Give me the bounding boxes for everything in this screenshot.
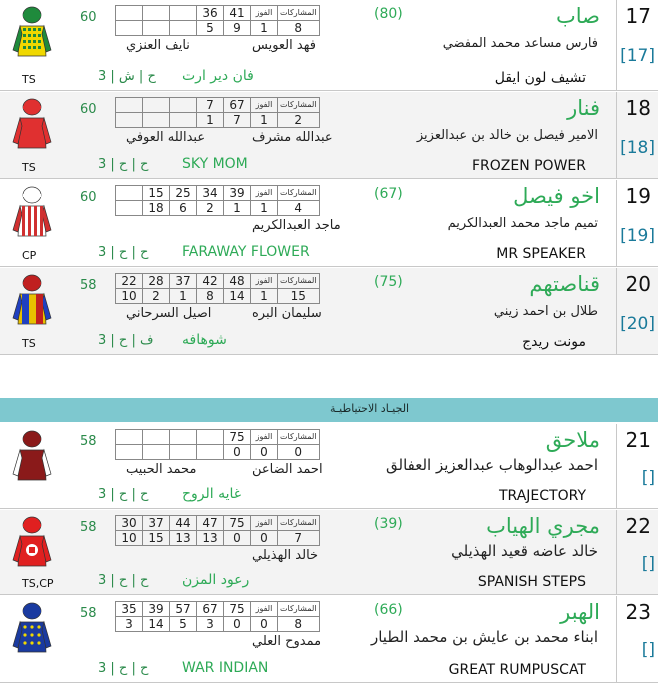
form-cell bbox=[143, 21, 170, 36]
wins-value: 1 bbox=[251, 289, 278, 304]
form-cell: 37 bbox=[170, 274, 197, 289]
form-cell: 67 bbox=[224, 98, 251, 113]
form-cell: 10 bbox=[116, 289, 143, 304]
weight: 58 bbox=[80, 278, 97, 293]
form-cell: 7 bbox=[197, 98, 224, 113]
wins-header: الفوز bbox=[251, 516, 278, 531]
trainer-name: احمد الضاعن bbox=[252, 462, 323, 477]
runner-row bbox=[0, 596, 658, 683]
form-cell: 39 bbox=[224, 186, 251, 201]
owner-name: خالد عاضه قعيد الهذيلي bbox=[451, 542, 598, 560]
equipment-label: CP bbox=[22, 249, 37, 262]
gear-codes: ح | ح | 3 bbox=[98, 661, 149, 676]
form-cell: 15 bbox=[143, 531, 170, 546]
form-cell: 7 bbox=[224, 113, 251, 128]
weight: 58 bbox=[80, 520, 97, 535]
form-cell: 2 bbox=[143, 289, 170, 304]
dam-name: شوهافه bbox=[182, 332, 227, 348]
wins-value: 0 bbox=[251, 445, 278, 460]
form-cell bbox=[170, 445, 197, 460]
draw-number: [] bbox=[641, 468, 655, 488]
horse-rating: (80) bbox=[374, 6, 403, 22]
form-cell bbox=[116, 445, 143, 460]
form-cell bbox=[143, 98, 170, 113]
gear-codes: ف | ح | 3 bbox=[98, 333, 154, 348]
runs-header: المشاركات bbox=[278, 274, 320, 289]
form-cell: 28 bbox=[143, 274, 170, 289]
trainer-name: فهد العويس bbox=[252, 38, 316, 53]
dam-name: SKY MOM bbox=[182, 156, 248, 172]
form-cell bbox=[170, 6, 197, 21]
jockey-name: محمد الحبيب bbox=[126, 462, 197, 477]
number-column bbox=[616, 268, 659, 354]
dam-name: FARAWAY FLOWER bbox=[182, 244, 310, 260]
form-cell: 48 bbox=[224, 274, 251, 289]
reserve-title: الجيـاد الاحتياطيـة bbox=[330, 402, 410, 415]
weight: 60 bbox=[80, 102, 97, 117]
horse-name: قناصتهم bbox=[529, 272, 600, 296]
form-cell: 18 bbox=[143, 201, 170, 216]
form-table bbox=[115, 185, 320, 216]
dam-name: رعود المزن bbox=[182, 572, 250, 588]
form-cell: 35 bbox=[116, 602, 143, 617]
form-cell bbox=[197, 445, 224, 460]
sire-name: GREAT RUMPUSCAT bbox=[448, 662, 586, 678]
form-cell: 5 bbox=[197, 21, 224, 36]
form-cell: 14 bbox=[143, 617, 170, 632]
runs-header: المشاركات bbox=[278, 430, 320, 445]
form-cell: 25 bbox=[170, 186, 197, 201]
wins-value: 0 bbox=[251, 531, 278, 546]
runner-number: 19 bbox=[625, 184, 651, 208]
jockey-name: عبدالله العوفي bbox=[126, 130, 206, 145]
form-cell: 0 bbox=[224, 445, 251, 460]
jockey-silk-icon bbox=[12, 516, 52, 574]
jockey-name: اصيل السرحاني bbox=[126, 306, 212, 321]
runs-value: 8 bbox=[278, 21, 320, 36]
form-cell: 10 bbox=[116, 531, 143, 546]
wins-header: الفوز bbox=[251, 430, 278, 445]
owner-name: احمد عبدالوهاب عبدالعزيز العفالق bbox=[386, 456, 598, 474]
gear-codes: ح | ح | 3 bbox=[98, 157, 149, 172]
owner-name: فارس مساعد محمد المفضي bbox=[442, 36, 598, 51]
runner-number: 18 bbox=[625, 96, 651, 120]
runner-row bbox=[0, 268, 658, 355]
sire-name: TRAJECTORY bbox=[499, 488, 586, 504]
form-table bbox=[115, 429, 320, 460]
runs-value: 15 bbox=[278, 289, 320, 304]
dam-name: فان دير ارت bbox=[182, 68, 254, 84]
form-cell: 1 bbox=[170, 289, 197, 304]
form-cell: 1 bbox=[197, 113, 224, 128]
runner-number: 20 bbox=[625, 272, 651, 296]
draw-number: [20] bbox=[620, 314, 655, 334]
form-cell: 75 bbox=[224, 516, 251, 531]
runs-value: 8 bbox=[278, 617, 320, 632]
form-table bbox=[115, 5, 320, 36]
form-cell: 75 bbox=[224, 602, 251, 617]
form-cell: 1 bbox=[224, 201, 251, 216]
gear-codes: ح | ح | 3 bbox=[98, 245, 149, 260]
runner-number: 17 bbox=[625, 4, 651, 28]
sire-name: تشيف لون ايقل bbox=[494, 70, 586, 86]
draw-number: [] bbox=[641, 640, 655, 660]
form-cell bbox=[116, 430, 143, 445]
jockey-silk-icon bbox=[12, 6, 52, 64]
jockey-silk-icon bbox=[12, 274, 52, 332]
wins-value: 1 bbox=[251, 201, 278, 216]
form-cell: 0 bbox=[224, 531, 251, 546]
form-cell bbox=[143, 445, 170, 460]
form-cell bbox=[170, 430, 197, 445]
runs-header: المشاركات bbox=[278, 6, 320, 21]
dam-name: غايه الروح bbox=[182, 486, 242, 502]
runner-number: 22 bbox=[625, 514, 651, 538]
form-cell: 5 bbox=[170, 617, 197, 632]
form-cell: 34 bbox=[197, 186, 224, 201]
weight: 58 bbox=[80, 606, 97, 621]
form-cell bbox=[116, 6, 143, 21]
sire-name: MR SPEAKER bbox=[496, 246, 586, 262]
form-cell: 57 bbox=[170, 602, 197, 617]
horse-rating: (67) bbox=[374, 186, 403, 202]
form-cell: 37 bbox=[143, 516, 170, 531]
gear-codes: ح | ح | 3 bbox=[98, 573, 149, 588]
horse-rating: (75) bbox=[374, 274, 403, 290]
form-cell: 0 bbox=[224, 617, 251, 632]
form-cell bbox=[143, 113, 170, 128]
jockey-silk-icon bbox=[12, 430, 52, 488]
horse-name: ملاحق bbox=[545, 428, 600, 452]
runs-value: 0 bbox=[278, 445, 320, 460]
horse-rating: (66) bbox=[374, 602, 403, 618]
trainer-name: ممدوح العلي bbox=[252, 634, 322, 649]
equipment-label: TS bbox=[22, 161, 36, 174]
form-cell bbox=[116, 98, 143, 113]
form-table bbox=[115, 601, 320, 632]
runs-header: المشاركات bbox=[278, 186, 320, 201]
horse-name: فنار bbox=[567, 96, 600, 120]
horse-name: اخو فيصل bbox=[513, 184, 600, 208]
gear-codes: ح | ش | 3 bbox=[98, 69, 156, 84]
form-cell: 41 bbox=[224, 6, 251, 21]
runner-row bbox=[0, 0, 658, 91]
weight: 60 bbox=[80, 190, 97, 205]
wins-value: 1 bbox=[251, 113, 278, 128]
owner-name: طلال بن احمد زيني bbox=[493, 304, 598, 319]
form-cell: 47 bbox=[197, 516, 224, 531]
form-cell bbox=[143, 6, 170, 21]
runner-number: 23 bbox=[625, 600, 651, 624]
number-column bbox=[616, 92, 659, 178]
form-cell: 22 bbox=[116, 274, 143, 289]
runs-header: المشاركات bbox=[278, 516, 320, 531]
sire-name: FROZEN POWER bbox=[471, 158, 586, 174]
wins-header: الفوز bbox=[251, 98, 278, 113]
runs-header: المشاركات bbox=[278, 602, 320, 617]
horse-name: صاب bbox=[556, 4, 600, 28]
wins-value: 1 bbox=[251, 21, 278, 36]
horse-name: الهبر bbox=[560, 600, 600, 624]
form-cell: 30 bbox=[116, 516, 143, 531]
form-cell: 75 bbox=[224, 430, 251, 445]
form-cell: 3 bbox=[116, 617, 143, 632]
owner-name: تميم ماجد محمد العبدالكريم bbox=[447, 216, 598, 231]
form-cell bbox=[116, 21, 143, 36]
sire-name: SPANISH STEPS bbox=[477, 574, 586, 590]
jockey-silk-icon bbox=[12, 186, 52, 244]
owner-name: ابناء محمد بن عايش بن محمد الطيار bbox=[370, 628, 598, 646]
runner-row bbox=[0, 180, 658, 267]
owner-name: الامير فيصل بن خالد بن عبدالعزيز bbox=[416, 128, 598, 143]
form-cell: 6 bbox=[170, 201, 197, 216]
runner-number: 21 bbox=[625, 428, 651, 452]
form-cell: 14 bbox=[224, 289, 251, 304]
equipment-label: TS bbox=[22, 337, 36, 350]
form-cell bbox=[170, 113, 197, 128]
horse-rating: (39) bbox=[374, 516, 403, 532]
equipment-label: TS bbox=[22, 73, 36, 86]
wins-value: 0 bbox=[251, 617, 278, 632]
reserve-horses-header bbox=[0, 398, 658, 422]
number-column bbox=[616, 0, 659, 90]
form-cell bbox=[197, 430, 224, 445]
trainer-name: عبدالله مشرف bbox=[252, 130, 333, 145]
trainer-name: سليمان البره bbox=[252, 306, 322, 321]
draw-number: [19] bbox=[620, 226, 655, 246]
runs-header: المشاركات bbox=[278, 98, 320, 113]
form-cell: 8 bbox=[197, 289, 224, 304]
form-cell bbox=[116, 186, 143, 201]
wins-header: الفوز bbox=[251, 186, 278, 201]
weight: 60 bbox=[80, 10, 97, 25]
form-cell bbox=[116, 113, 143, 128]
runs-value: 7 bbox=[278, 531, 320, 546]
runs-value: 2 bbox=[278, 113, 320, 128]
trainer-name: خالد الهذيلي bbox=[252, 548, 319, 563]
number-column bbox=[616, 180, 659, 266]
gear-codes: ح | ح | 3 bbox=[98, 487, 149, 502]
form-cell: 39 bbox=[143, 602, 170, 617]
form-cell: 9 bbox=[224, 21, 251, 36]
number-column bbox=[616, 424, 659, 508]
sire-name: مونت ريدج bbox=[522, 334, 586, 350]
form-cell bbox=[170, 98, 197, 113]
number-column bbox=[616, 596, 659, 682]
form-table bbox=[115, 515, 320, 546]
form-cell: 13 bbox=[170, 531, 197, 546]
form-cell: 15 bbox=[143, 186, 170, 201]
horse-name: مجري الهياب bbox=[486, 514, 600, 538]
wins-header: الفوز bbox=[251, 6, 278, 21]
wins-header: الفوز bbox=[251, 274, 278, 289]
runner-row bbox=[0, 92, 658, 179]
dam-name: WAR INDIAN bbox=[182, 660, 269, 676]
draw-number: [] bbox=[641, 554, 655, 574]
runner-row bbox=[0, 510, 658, 595]
form-cell: 67 bbox=[197, 602, 224, 617]
number-column bbox=[616, 510, 659, 594]
equipment-label: TS,CP bbox=[22, 577, 54, 590]
draw-number: [18] bbox=[620, 138, 655, 158]
jockey-name: نايف العنزي bbox=[126, 38, 190, 53]
form-cell: 13 bbox=[197, 531, 224, 546]
form-cell bbox=[116, 201, 143, 216]
trainer-name: ماجد العبدالكريم bbox=[252, 218, 341, 233]
form-cell: 3 bbox=[197, 617, 224, 632]
wins-header: الفوز bbox=[251, 602, 278, 617]
form-cell bbox=[143, 430, 170, 445]
form-cell: 2 bbox=[197, 201, 224, 216]
runner-row bbox=[0, 424, 658, 509]
form-cell: 36 bbox=[197, 6, 224, 21]
form-table bbox=[115, 97, 320, 128]
jockey-silk-icon bbox=[12, 602, 52, 660]
runs-value: 4 bbox=[278, 201, 320, 216]
weight: 58 bbox=[80, 434, 97, 449]
form-table bbox=[115, 273, 320, 304]
draw-number: [17] bbox=[620, 46, 655, 66]
form-cell: 44 bbox=[170, 516, 197, 531]
jockey-silk-icon bbox=[12, 98, 52, 156]
form-cell bbox=[170, 21, 197, 36]
form-cell: 42 bbox=[197, 274, 224, 289]
